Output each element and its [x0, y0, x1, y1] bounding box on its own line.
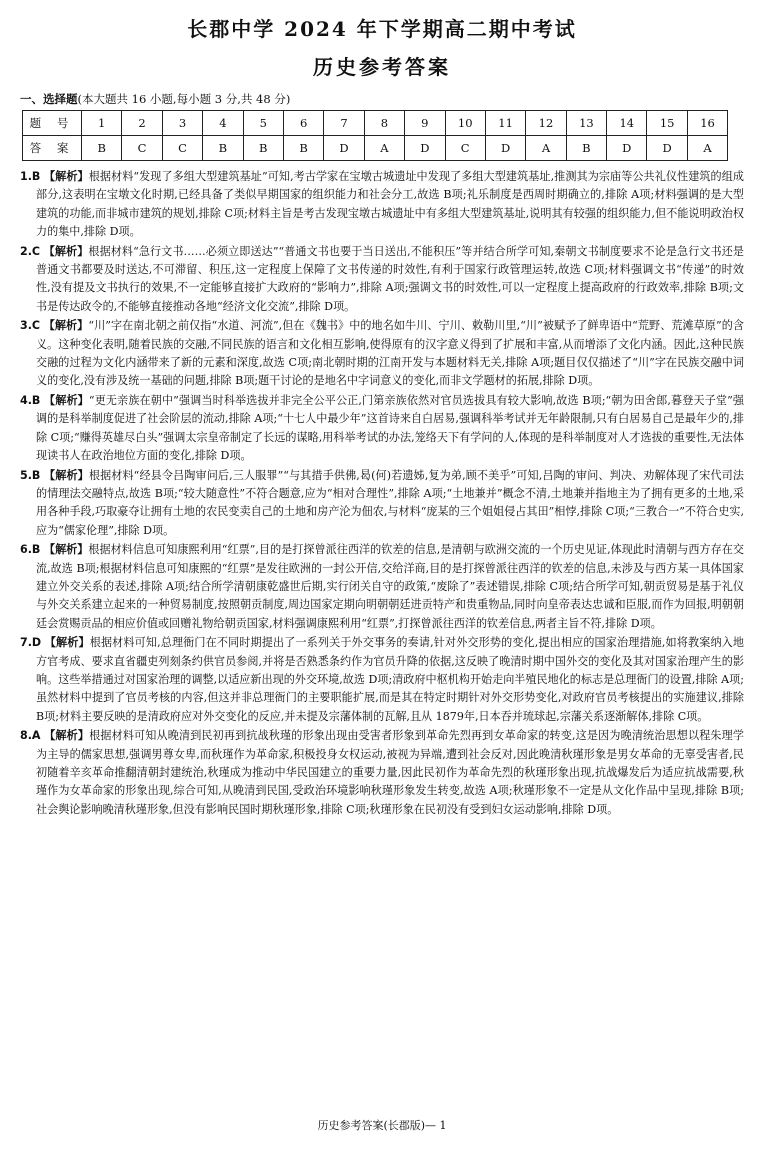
answer-table-number-row: [23, 111, 728, 136]
answer-cell: D: [324, 136, 364, 161]
answer-cell: D: [647, 136, 687, 161]
item-text: “川”字在南北朝之前仅指“水道、河流”,但在《魏书》中的地名如牛川、宁川、敕勒川里,“川”被赋予了鲜卑语中“荒野、荒滩草原”的含义。这种变化表明,随着民族的交融,不同民族的语言和文化相互影响,使得原有的汉字意义得到了扩展和丰富,从而增添了文化内涵。因此,这种民族交融的过程为文化内涵带来了新的元素和深度,故选 C项;南北朝时期的江南开发与本题材料无关,排除 A项;题目仅仅描述了“川”字在民族交融中词义的变化,没有涉及统一基础的问题,排除 B项;题干讨论的是地名中字词意义的变化,而非文学题材的拓展,排除 D项。: [36, 319, 744, 388]
item-text: 根据材料信息可知康熙利用“红票”,目的是打探曾派往西洋的钦差的信息,是清朝与欧洲交流的一个历史见证,体现此时清朝与西方存在交流,故选 B项;根据材料信息可知康熙的“红票”是发往欧洲的一封公开信,交给洋商,目的是打探曾派往西洋的钦差的信息,未涉及与西方某一具体国家建立外交关系的表述,排除 A项;结合所学清朝康乾盛世后期,实行闭关自守的政策,“废除了”表述错误,排除 C项;结合所学可知,朝贡贸易是基于礼仪与外交关系建立起来的一种贸易制度,按照朝贡制度,周边国家定期向明朝朝廷进贡特产和贵重物品,同时向皇帝表达忠诚和臣服,而作为回报,明朝朝廷会赏赐贡品的相应价值或回赠礼物给朝贡国家,材料强调康熙利用“红票”,打探曾派往西洋的钦差信息,两者主旨不符,排除 D项。: [36, 543, 744, 630]
answer-cell: B: [82, 136, 122, 161]
question-number-cell: 15: [647, 111, 687, 136]
answer-cell: A: [526, 136, 566, 161]
answer-cell: B: [566, 136, 606, 161]
question-number-cell: 8: [364, 111, 404, 136]
analysis-tag: 【解析】: [44, 729, 90, 743]
question-number-cell: 7: [324, 111, 364, 136]
question-number-cell: 13: [566, 111, 606, 136]
explanation-item: [20, 727, 744, 819]
question-number-cell: 16: [687, 111, 727, 136]
section-heading: [20, 90, 744, 108]
answer-cell: B: [243, 136, 283, 161]
section-rule: (本大题共 16 小题,每小题 3 分,共 48 分): [77, 92, 291, 106]
number-row-label: 题 号: [23, 111, 82, 136]
page-footer: 历史参考答案(长郡版)— 1: [317, 1119, 447, 1132]
question-number-cell: 6: [283, 111, 323, 136]
item-number: 2.C: [20, 244, 41, 258]
answer-cell: B: [203, 136, 243, 161]
explanation-item: [20, 634, 744, 726]
question-number-cell: 1: [82, 111, 122, 136]
question-number-cell: 3: [162, 111, 202, 136]
answer-cell: C: [162, 136, 202, 161]
analysis-tag: 【解析】: [44, 636, 90, 650]
explanation-item: [20, 317, 744, 391]
item-text: 根据材料“发现了多组大型建筑基址”可知,考古学家在宝墩古城遗址中发现了多组大型建筑基址,推测其为宗庙等公共礼仪性建筑的组成部分,这表明在宝墩文化时期,已经具备了类似早期国家的组织能力和社会分工,故选 B项;礼乐制度是西周时期确立的,排除 A项;材料强调的是大型建筑的功能,而非城市建筑的规划,排除 C项;材料主旨是考古发现宝墩古城遗址中有多组大型建筑基址,说明其有较强的组织能力,但不能说明政治权力的集中,排除 D项。: [36, 170, 744, 239]
item-number: 3.C: [20, 319, 41, 333]
analysis-tag: 【解析】: [43, 319, 89, 333]
explanation-item: [20, 243, 744, 317]
answer-cell: A: [687, 136, 727, 161]
item-text: 根据材料“经县令吕陶审问后,三人服罪”“与其措手供佛,曷(何)若遗姊,复为弟,顾不美乎”可知,吕陶的审问、判决、劝解体现了宋代司法的情理法交融特点,故选 B项;“较大随意性”不符合题意,应为“相对合理性”,排除 A项;“土地兼并”概念不清,土地兼并指地主为了拥有更多的土地,采用各种手段,巧取豪夺让拥有土地的农民变卖自己的土地和房产沦为佃农,与材料“庞某的三个姐姐侵占其田”相悖,排除 C项;“三教合一”不符合史实,应为“儒家伦理”,排除 D项。: [36, 468, 744, 537]
analysis-tag: 【解析】: [44, 468, 89, 482]
answer-cell: D: [405, 136, 445, 161]
explanation-item: [20, 467, 744, 541]
analysis-tag: 【解析】: [43, 244, 89, 258]
item-number: 6.B: [20, 543, 41, 557]
item-number: 4.B: [20, 393, 41, 407]
answer-table-answer-row: [23, 136, 728, 161]
explanation-item: [20, 392, 744, 466]
question-number-cell: 2: [122, 111, 162, 136]
answer-cell: D: [607, 136, 647, 161]
question-number-cell: 9: [405, 111, 445, 136]
answer-cell: C: [122, 136, 162, 161]
explanation-item: [20, 541, 744, 633]
item-number: 1.B: [20, 170, 41, 183]
item-text: 根据材料“急行文书……必须立即送达”“普通文书也要于当日送出,不能积压”等并结合所学可知,秦朝文书制度要求不论是急行文书还是普通文书都要及时送达,不可滞留、积压,这一定程度上保障了文书传递的时效性,有利于国家行政管理运转,故选 C项;材料强调文书“传递”的时效性,没有提及文书执行的效果,不一定能够直接扩大政府的“影响力”,排除 A项;强调文书的时效性,可以一定程度上提高政府的行政效率,排除 B项;文书是传达政令的,不能够直接推动各地“经济文化交流”,排除 D项。: [36, 244, 744, 313]
exam-title: 长郡中学 2024 年下学期高二期中考试: [187, 17, 577, 41]
question-number-cell: 11: [485, 111, 525, 136]
document-subtitle: 历史参考答案: [313, 55, 451, 79]
answer-cell: C: [445, 136, 485, 161]
question-number-cell: 10: [445, 111, 485, 136]
answer-cell: A: [364, 136, 404, 161]
section-heading-label: 一、选择题: [20, 92, 78, 106]
item-text: 根据材料可知从晚清到民初再到抗战秋瑾的形象出现由受害者形象到革命先烈再到女革命家的转变,这是因为晚清统治思想以程朱理学为主导的儒家思想,强调男尊女卑,而秋瑾作为革命家,积极投身女权运动,被视为异端,遭到社会反对,因此晚清秋瑾形象是男女革命的无辜受害者,民初随着辛亥革命推翻清朝封建统治,秋瑾成为推动中华民国建立的重要力量,因此民初作为革命先烈的秋瑾形象出现,抗战爆发后为适应抗战需要,秋瑾作为女革命家的形象出现,综合可知,从晚清到民国,受政治环境影响秋瑾形象发生转变,故选 A项;秋瑾形象不一定是从文化作品中呈现,排除 B项;社会舆论影响晚清秋瑾形象,但没有影响民国时期秋瑾形象,排除 C项;秋瑾形象在民初没有受到妇女运动影响,排除 D项。: [36, 729, 744, 816]
item-number: 5.B: [20, 468, 41, 482]
explanation-list: [20, 168, 744, 819]
question-number-cell: 14: [607, 111, 647, 136]
question-number-cell: 12: [526, 111, 566, 136]
item-number: 7.D: [20, 636, 42, 650]
question-number-cell: 5: [243, 111, 283, 136]
answer-cell: D: [485, 136, 525, 161]
answer-cell: B: [283, 136, 323, 161]
analysis-tag: 【解析】: [44, 393, 89, 407]
item-text: 根据材料可知,总理衙门在不同时期提出了一系列关于外交事务的奏请,针对外交形势的变化,提出相应的国家治理措施,如将教案纳入地方官考成、要求直省疆吏列刻条约供官员参阅,并将是否熟悉条约作为官员升降的依据,这反映了晚清时期中国外交的变化及其对国家治理产生的影响。这些举措通过对国家治理的调整,以适应新出现的外交环境,故选 D项;清政府中枢机构开始走向半殖民地化的标志是总理衙门的设置,排除 A项;虽然材料中提到了官员考核的内容,但这并非总理衙门的主要职能扩展,而是其在特定时期针对外交形势变化,对政府官员考核提出的实施建议,排除 B项;材料主要反映的是清政府应对外交变化的反应,并未提及宗藩体制的瓦解,且从 1879年,日本吞并琉球起,宗藩关系逐渐解体,排除 C项。: [36, 636, 744, 723]
answer-table: [22, 110, 728, 161]
question-number-cell: 4: [203, 111, 243, 136]
analysis-tag: 【解析】: [43, 543, 89, 557]
explanation-item: [20, 168, 744, 242]
item-text: “更无亲族在朝中”强调当时科举选拔并非完全公平公正,门第亲族依然对官员选拔具有较大影响,故选 B项;“朝为田舍郎,暮登天子堂”强调的是科举制度促进了社会阶层的流动,排除 A项;“十七人中最少年”这首诗来自白居易,强调科举考试并无年龄限制,只有白居易自己是最年少的,排除 C项;“赚得英雄尽白头”强调太宗皇帝制定了长远的谋略,用科举考试的办法,笼络天下有学问的人,体现的是科举制度对人才选拔的重要性,无法体现读书人在政治地位方面的变化,排除 D项。: [36, 393, 745, 463]
answer-row-label: 答 案: [23, 136, 82, 161]
analysis-tag: 【解析】: [44, 170, 89, 183]
item-number: 8.A: [20, 729, 41, 743]
